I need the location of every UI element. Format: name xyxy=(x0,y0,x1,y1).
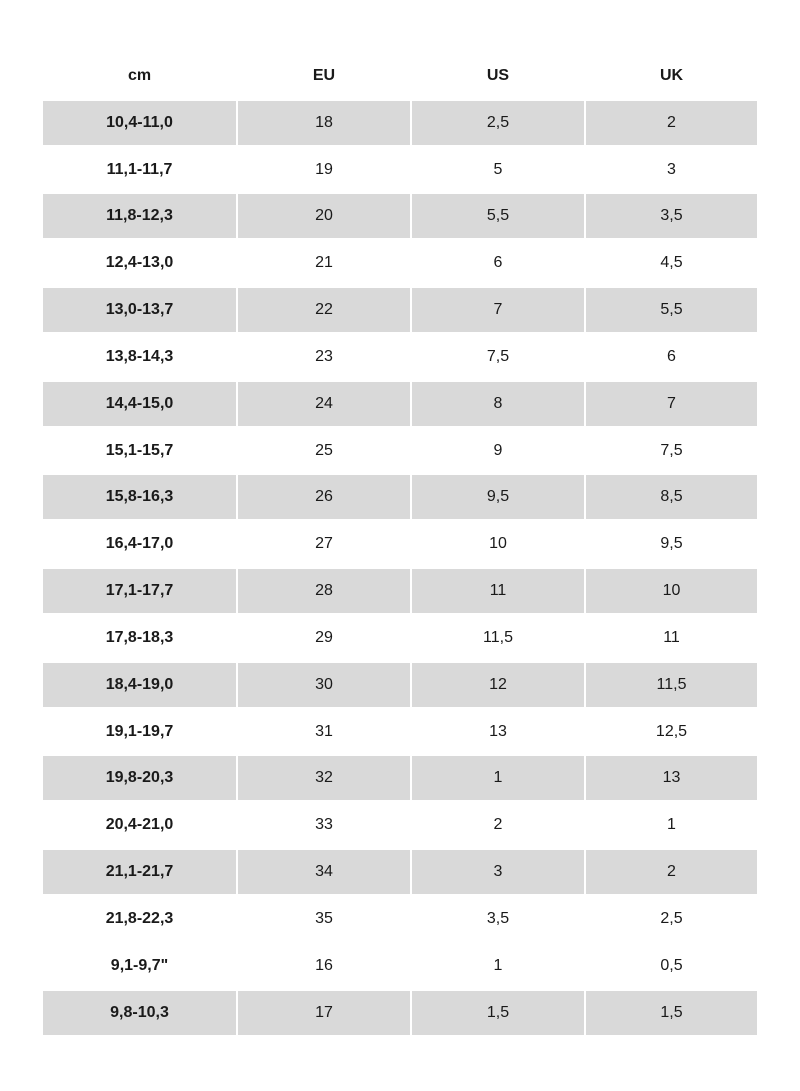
cm-cell: 19,1-19,7 xyxy=(105,722,174,740)
us-cell: 5 xyxy=(493,160,503,178)
eu-cell: 26 xyxy=(238,475,410,519)
cm-cell: 11,1-11,7 xyxy=(106,160,173,178)
size-chart-table xyxy=(43,54,757,1037)
uk-cell: 13 xyxy=(586,756,757,800)
cm-cell: 10,4-11,0 xyxy=(43,101,236,145)
cm-cell: 20,4-21,0 xyxy=(105,816,174,834)
uk-cell: 3 xyxy=(667,160,676,178)
eu-cell: 24 xyxy=(238,382,410,426)
uk-cell: 1 xyxy=(667,816,676,834)
uk-cell: 2 xyxy=(586,101,757,145)
cm-cell: 21,1-21,7 xyxy=(43,850,236,894)
eu-cell: 22 xyxy=(238,288,410,332)
table-row xyxy=(43,194,757,238)
uk-cell: 8,5 xyxy=(586,475,757,519)
us-cell: 7,5 xyxy=(486,347,510,365)
table-row xyxy=(43,335,757,379)
cm-cell: 12,4-13,0 xyxy=(105,254,174,272)
cm-cell: 19,8-20,3 xyxy=(43,756,236,800)
uk-cell: 3,5 xyxy=(586,194,757,238)
table-row xyxy=(43,897,757,941)
eu-cell: 20 xyxy=(238,194,410,238)
header-us: US xyxy=(486,67,510,84)
table-row xyxy=(43,288,757,332)
uk-cell: 11 xyxy=(663,628,680,646)
us-cell: 2,5 xyxy=(412,101,584,145)
uk-cell: 9,5 xyxy=(660,535,683,553)
table-row xyxy=(43,382,757,426)
uk-cell: 4,5 xyxy=(660,254,683,272)
eu-cell: 28 xyxy=(238,569,410,613)
us-cell: 1,5 xyxy=(412,991,584,1035)
eu-cell: 19 xyxy=(315,160,333,178)
table-header-row xyxy=(43,54,757,98)
cm-cell: 21,8-22,3 xyxy=(105,909,174,927)
eu-cell: 25 xyxy=(315,441,333,459)
us-cell: 6 xyxy=(493,254,503,272)
eu-cell: 30 xyxy=(238,663,410,707)
table-row xyxy=(43,944,757,988)
us-cell: 1 xyxy=(412,756,584,800)
table-row xyxy=(43,616,757,660)
uk-cell: 0,5 xyxy=(660,956,683,974)
table-row xyxy=(43,148,757,192)
eu-cell: 18 xyxy=(238,101,410,145)
eu-cell: 27 xyxy=(315,535,333,553)
header-uk: UK xyxy=(659,67,684,84)
table-row xyxy=(43,101,757,145)
cm-cell: 13,8-14,3 xyxy=(105,347,174,365)
uk-cell: 11,5 xyxy=(586,663,757,707)
us-cell: 13 xyxy=(489,722,507,740)
us-cell: 11,5 xyxy=(483,628,513,646)
uk-cell: 12,5 xyxy=(655,722,688,740)
us-cell: 11 xyxy=(412,569,584,613)
header-eu: EU xyxy=(312,67,336,84)
eu-cell: 34 xyxy=(238,850,410,894)
cm-cell: 14,4-15,0 xyxy=(43,382,236,426)
cm-cell: 16,4-17,0 xyxy=(105,535,174,553)
us-cell: 5,5 xyxy=(412,194,584,238)
us-cell: 9,5 xyxy=(412,475,584,519)
uk-cell: 1,5 xyxy=(586,991,757,1035)
table-row xyxy=(43,569,757,613)
table-row xyxy=(43,663,757,707)
eu-cell: 21 xyxy=(315,254,333,272)
eu-cell: 23 xyxy=(315,347,333,365)
table-row xyxy=(43,475,757,519)
cm-cell: 17,1-17,7 xyxy=(43,569,236,613)
cm-cell: 13,0-13,7 xyxy=(43,288,236,332)
uk-cell: 10 xyxy=(586,569,757,613)
table-row xyxy=(43,991,757,1035)
us-cell: 3,5 xyxy=(486,909,510,927)
eu-cell: 33 xyxy=(315,816,333,834)
uk-cell: 7,5 xyxy=(660,441,683,459)
uk-cell: 7 xyxy=(586,382,757,426)
us-cell: 12 xyxy=(412,663,584,707)
us-cell: 9 xyxy=(493,441,503,459)
uk-cell: 6 xyxy=(667,347,676,365)
uk-cell: 5,5 xyxy=(586,288,757,332)
us-cell: 2 xyxy=(493,816,503,834)
eu-cell: 31 xyxy=(315,722,333,740)
table-row xyxy=(43,803,757,847)
us-cell: 7 xyxy=(412,288,584,332)
eu-cell: 32 xyxy=(238,756,410,800)
us-cell: 3 xyxy=(412,850,584,894)
table-row xyxy=(43,710,757,754)
table-row xyxy=(43,241,757,285)
us-cell: 8 xyxy=(412,382,584,426)
uk-cell: 2,5 xyxy=(660,909,683,927)
us-cell: 10 xyxy=(489,535,507,553)
table-row xyxy=(43,429,757,473)
table-row xyxy=(43,756,757,800)
cm-cell: 17,8-18,3 xyxy=(105,628,174,646)
cm-cell: 9,8-10,3 xyxy=(43,991,236,1035)
eu-cell: 29 xyxy=(315,628,333,646)
cm-cell: 9,1-9,7" xyxy=(110,956,169,974)
us-cell: 1 xyxy=(493,956,503,974)
table-row xyxy=(43,522,757,566)
uk-cell: 2 xyxy=(586,850,757,894)
table-row xyxy=(43,850,757,894)
header-cm: cm xyxy=(127,67,152,84)
cm-cell: 15,8-16,3 xyxy=(43,475,236,519)
eu-cell: 16 xyxy=(315,956,333,974)
cm-cell: 11,8-12,3 xyxy=(43,194,236,238)
eu-cell: 17 xyxy=(238,991,410,1035)
eu-cell: 35 xyxy=(315,909,333,927)
cm-cell: 18,4-19,0 xyxy=(43,663,236,707)
cm-cell: 15,1-15,7 xyxy=(105,441,174,459)
